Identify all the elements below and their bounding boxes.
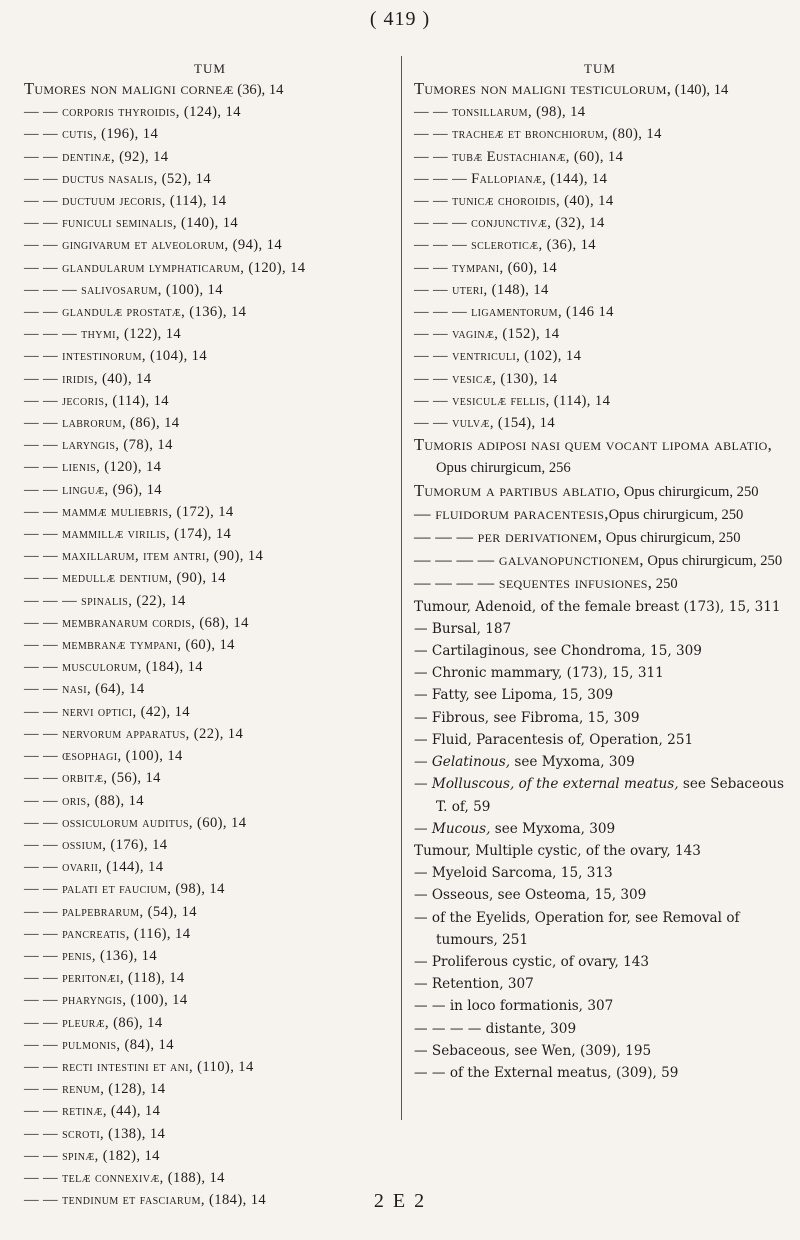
index-entry — [414, 818, 786, 840]
index-entry: — — glandularum lymphaticarum, (120), 14 — [24, 259, 306, 276]
index-entry — [414, 572, 786, 595]
index-entry: — — cutis, (196), 14 — [24, 126, 159, 143]
index-entry — [24, 78, 396, 101]
index-entry: — — nervi optici, (42), 14 — [24, 703, 191, 720]
index-entry: — — gingivarum et alveolorum, (94), 14 — [24, 237, 283, 254]
index-entry: — — dentinæ, (92), 14 — [24, 148, 169, 165]
entry-heading: — Mucous, — [414, 820, 491, 837]
index-entry: — — in loco formationis, 307 — [414, 998, 614, 1015]
index-entry: — Cartilaginous, see Chondroma, 15, 309 — [414, 643, 702, 660]
index-entry: — — intestinorum, (104), 14 — [24, 348, 208, 365]
index-entry: — — of the External meatus, (309), 59 — [414, 1064, 679, 1081]
index-entry: — — funiculi seminalis, (140), 14 — [24, 215, 239, 232]
index-entry — [414, 549, 786, 572]
index-entry: — — maxillarum, item antri, (90), 14 — [24, 548, 264, 565]
running-head-left: TUM — [194, 61, 226, 76]
index-entry: — — mammæ muliebris, (172), 14 — [24, 503, 234, 520]
entry-reference: 250 — [652, 576, 678, 593]
index-entry: — — — scleroticæ, (36), 14 — [414, 237, 596, 254]
index-entry: — — mammillæ virilis, (174), 14 — [24, 526, 232, 543]
signature-mark: 2 E 2 — [373, 1190, 427, 1212]
index-entry: — — retinæ, (44), 14 — [24, 1103, 161, 1120]
index-entry — [414, 78, 786, 101]
left-column — [24, 60, 396, 1211]
index-entry: — — vulvæ, (154), 14 — [414, 415, 556, 432]
index-entry: Tumour, Multiple cystic, of the ovary, 143 — [414, 842, 701, 859]
index-entry: — Osseous, see Osteoma, 15, 309 — [414, 887, 647, 904]
entry-heading: — — — — galvanopunctionem, — [414, 550, 644, 570]
entry-reference: Opus chirurgicum, 256 — [436, 460, 571, 477]
index-entry: — — tubæ Eustachianæ, (60), 14 — [414, 148, 624, 165]
index-entry: — — ossiculorum auditus, (60), 14 — [24, 814, 247, 831]
column-divider — [401, 56, 402, 1120]
index-entry: — Fibrous, see Fibroma, 15, 309 — [414, 709, 640, 726]
index-entry: — — pancreatis, (116), 14 — [24, 925, 191, 942]
index-entry: — — ovarii, (144), 14 — [24, 859, 164, 876]
index-entry: — — ductus nasalis, (52), 14 — [24, 170, 212, 187]
index-entry: — — laryngis, (78), 14 — [24, 437, 173, 454]
index-entry: — of the Eyelids, Operation for, see Removal of tumours, 251 — [414, 909, 740, 948]
index-entry: — — musculorum, (184), 14 — [24, 659, 203, 676]
index-entry: — — lienis, (120), 14 — [24, 459, 162, 476]
index-entry: — Fluid, Paracentesis of, Operation, 251 — [414, 731, 694, 748]
right-latin-entry-list — [414, 78, 786, 596]
index-entry: — — tympani, (60), 14 — [414, 259, 558, 276]
index-entry: — — — salivosarum, (100), 14 — [24, 281, 223, 298]
index-entry: — — membranæ tympani, (60), 14 — [24, 637, 235, 654]
index-entry: — — oris, (88), 14 — [24, 792, 144, 809]
index-entry: — — penis, (136), 14 — [24, 947, 158, 964]
index-entry: — — labrorum, (86), 14 — [24, 415, 180, 432]
index-entry: — — œsophagi, (100), 14 — [24, 748, 183, 765]
index-entry: — — jecoris, (114), 14 — [24, 392, 169, 409]
index-entry: — Proliferous cystic, of ovary, 143 — [414, 953, 650, 970]
index-entry: — — uteri, (148), 14 — [414, 281, 549, 298]
index-entry: — — vesiculæ fellis, (114), 14 — [414, 392, 611, 409]
entry-heading: — Gelatinous, — [414, 754, 511, 771]
index-entry: — — ductuum jecoris, (114), 14 — [24, 193, 227, 210]
entry-heading: — — — per derivationem, — [414, 527, 603, 547]
page-number: ( 419 ) — [369, 8, 431, 30]
entry-heading: Tumorum a partibus ablatio, — [414, 480, 621, 500]
index-entry: — — tonsillarum, (98), 14 — [414, 104, 586, 121]
running-head-right: TUM — [584, 61, 616, 76]
right-english-entry-list — [414, 596, 786, 1084]
right-column — [414, 60, 786, 1084]
index-entry: — — orbitæ, (56), 14 — [24, 770, 161, 787]
entry-heading: Tumores non maligni testiculorum, — [414, 79, 672, 98]
index-entry: — — membranarum cordis, (68), 14 — [24, 614, 249, 631]
index-entry: — — spinæ, (182), 14 — [24, 1147, 160, 1164]
index-entry: — — linguæ, (96), 14 — [24, 481, 162, 498]
index-entry: — — pleuræ, (86), 14 — [24, 1014, 163, 1031]
index-entry: Tumour, Adenoid, of the female breast (173), 15, 311 — [414, 598, 781, 615]
index-entry: — — pulmonis, (84), 14 — [24, 1036, 174, 1053]
index-entry: — — glandulæ prostatæ, (136), 14 — [24, 304, 247, 321]
index-entry: — — — Fallopianæ, (144), 14 — [414, 170, 608, 187]
index-entry: — Fatty, see Lipoma, 15, 309 — [414, 687, 614, 704]
entry-reference: see Myxoma, 309 — [490, 820, 616, 837]
index-entry — [414, 434, 786, 479]
index-entry — [414, 480, 786, 503]
entry-heading: — Molluscous, of the external meatus, — [414, 776, 679, 793]
entry-reference: Opus chirurgicum, 250 — [620, 483, 759, 500]
index-entry: — — peritonæi, (118), 14 — [24, 970, 185, 987]
entry-reference: (140), 14 — [671, 82, 729, 98]
entry-reference: Opus chirurgicum, 250 — [602, 530, 741, 547]
entry-reference: see Myxoma, 309 — [510, 754, 635, 771]
index-entry: — — palpebrarum, (54), 14 — [24, 903, 197, 920]
index-entry: — — ventriculi, (102), 14 — [414, 348, 582, 365]
entry-reference: see Sebaceous T. of, 59 — [436, 776, 784, 815]
index-entry: — — renum, (128), 14 — [24, 1081, 166, 1098]
index-entry: — — telæ connexivæ, (188), 14 — [24, 1169, 225, 1186]
index-entry: — Retention, 307 — [414, 976, 534, 993]
index-entry: — — nervorum apparatus, (22), 14 — [24, 725, 244, 742]
index-entry: — — corporis thyroidis, (124), 14 — [24, 104, 241, 121]
index-entry: — Bursal, 187 — [414, 620, 512, 637]
index-entry: — Sebaceous, see Wen, (309), 195 — [414, 1042, 652, 1059]
entry-heading: — fluidorum paracentesis, — [414, 503, 609, 523]
index-entry — [414, 526, 786, 549]
index-entry: — — tunicæ choroidis, (40), 14 — [414, 193, 614, 210]
index-entry: — — pharyngis, (100), 14 — [24, 992, 188, 1009]
index-entry: — — — conjunctivæ, (32), 14 — [414, 215, 605, 232]
index-entry: — — — thymi, (122), 14 — [24, 326, 182, 343]
entry-reference: Opus chirurgicum, 250 — [608, 506, 744, 523]
index-entry: — — recti intestini et ani, (110), 14 — [24, 1058, 254, 1075]
index-entry: — — iridis, (40), 14 — [24, 370, 152, 387]
index-entry: — Chronic mammary, (173), 15, 311 — [414, 665, 664, 682]
entry-heading: — — — — sequentes infusiones, — [414, 573, 653, 593]
index-entry — [414, 503, 786, 526]
entry-reference: Opus chirurgicum, 250 — [643, 553, 783, 570]
index-entry: — — — — distante, 309 — [414, 1020, 577, 1037]
left-entry-list — [24, 78, 396, 1211]
index-entry: — — medullæ dentium, (90), 14 — [24, 570, 226, 587]
entry-heading: Tumores non maligni corneæ — [24, 79, 234, 98]
index-entry: — — tracheæ et bronchiorum, (80), 14 — [414, 126, 662, 143]
entry-heading: Tumoris adiposi nasi quem vocant lipoma ablatio, — [414, 435, 773, 455]
index-entry: — — tendinum et fasciarum, (184), 14 — [24, 1192, 267, 1209]
index-entry: — — vesicæ, (130), 14 — [414, 370, 558, 387]
index-entry: — Myeloid Sarcoma, 15, 313 — [414, 865, 613, 882]
index-entry: — — vaginæ, (152), 14 — [414, 326, 560, 343]
index-entry — [414, 751, 786, 773]
index-entry: — — ossium, (176), 14 — [24, 836, 168, 853]
index-entry — [414, 773, 786, 817]
index-entry: — — nasi, (64), 14 — [24, 681, 145, 698]
index-entry: — — — ligamentorum, (146 14 — [414, 304, 614, 321]
entry-reference: (36), 14 — [233, 82, 284, 98]
index-entry: — — — spinalis, (22), 14 — [24, 592, 186, 609]
index-entry: — — palati et faucium, (98), 14 — [24, 881, 225, 898]
index-entry: — — scroti, (138), 14 — [24, 1125, 166, 1142]
